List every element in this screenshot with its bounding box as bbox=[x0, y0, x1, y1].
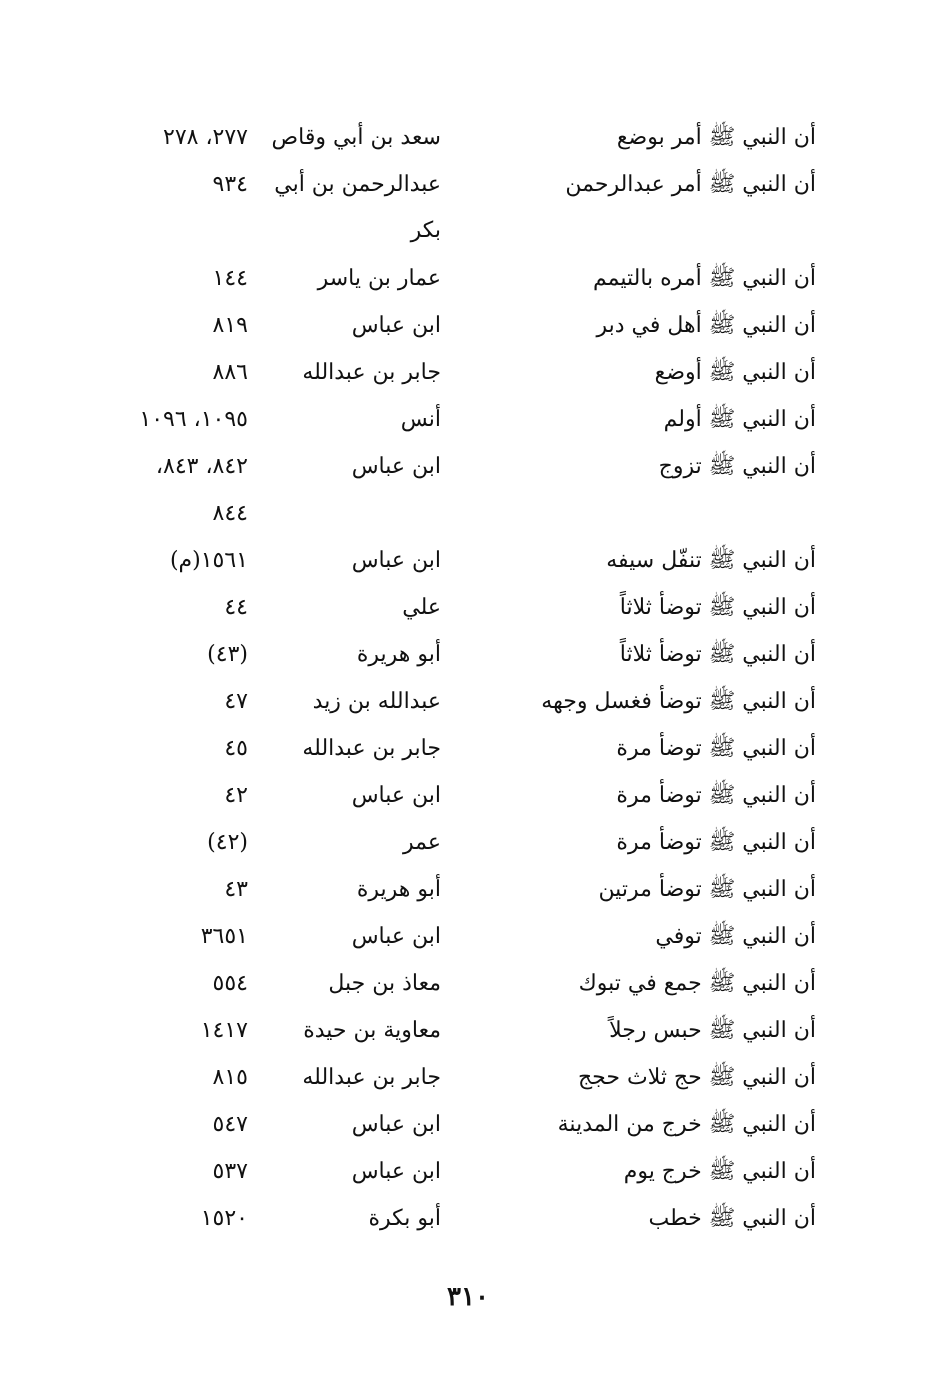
hadith-number: (٤٣) bbox=[207, 642, 248, 667]
hadith-text: أن النبي ﷺ أمره بالتيمم bbox=[593, 266, 816, 291]
narrator-name: جابر بن عبدالله bbox=[302, 1065, 441, 1090]
hadith-number: ١٥٢٠ bbox=[200, 1206, 248, 1231]
hadith-number: ٨١٥ bbox=[212, 1065, 248, 1090]
index-row bbox=[0, 914, 936, 961]
hadith-number: ١٤٤ bbox=[212, 266, 248, 291]
narrator-name: ابن عباس bbox=[351, 783, 441, 808]
hadith-number: ١٥٦١(م) bbox=[169, 548, 248, 573]
hadith-text: أن النبي ﷺ توضأ فغسل وجهه bbox=[541, 689, 816, 714]
hadith-text: أن النبي ﷺ تنفّل سيفه bbox=[606, 548, 816, 573]
index-row bbox=[0, 820, 936, 867]
narrator-name: عبدالله بن زيد bbox=[312, 689, 441, 714]
hadith-number: ٤٤ bbox=[224, 595, 248, 620]
index-row bbox=[0, 397, 936, 444]
hadith-number: ٤٥ bbox=[224, 736, 248, 761]
hadith-text: أن النبي ﷺ توضأ ثلاثاً bbox=[619, 595, 816, 620]
hadith-number: ٨٨٦ bbox=[212, 360, 248, 385]
hadith-text: أن النبي ﷺ توضأ مرة bbox=[616, 830, 816, 855]
hadith-index-list bbox=[0, 115, 936, 1243]
narrator-name: ابن عباس bbox=[351, 454, 441, 479]
narrator-name: جابر بن عبدالله bbox=[302, 736, 441, 761]
index-row bbox=[0, 115, 936, 162]
hadith-text: أن النبي ﷺ خرج من المدينة bbox=[557, 1112, 816, 1137]
narrator-name: أنس bbox=[400, 407, 441, 432]
index-row bbox=[0, 585, 936, 632]
narrator-name: أبو هريرة bbox=[356, 877, 441, 902]
narrator-name: عمر bbox=[403, 830, 441, 855]
hadith-number: ٥٣٧ bbox=[212, 1159, 248, 1184]
hadith-text: أن النبي ﷺ أولم bbox=[663, 407, 816, 432]
index-row bbox=[0, 1196, 936, 1243]
hadith-number: ٨٤٤ bbox=[212, 501, 248, 526]
narrator-name: جابر بن عبدالله bbox=[302, 360, 441, 385]
narrator-name: معاوية بن حيدة bbox=[303, 1018, 441, 1043]
hadith-number: ٣٦٥١ bbox=[200, 924, 248, 949]
narrator-name: ابن عباس bbox=[351, 548, 441, 573]
index-row bbox=[0, 350, 936, 397]
page-number: ٣١٠ bbox=[447, 1282, 489, 1312]
narrator-name: ابن عباس bbox=[351, 313, 441, 338]
hadith-number: ٤٣ bbox=[224, 877, 248, 902]
index-row bbox=[0, 726, 936, 773]
hadith-number: ٤٢ bbox=[224, 783, 248, 808]
index-row bbox=[0, 867, 936, 914]
hadith-text: أن النبي ﷺ توضأ ثلاثاً bbox=[619, 642, 816, 667]
index-row bbox=[0, 1008, 936, 1055]
narrator-name: ابن عباس bbox=[351, 924, 441, 949]
hadith-text: أن النبي ﷺ توضأ مرة bbox=[616, 736, 816, 761]
hadith-text: أن النبي ﷺ تزوج bbox=[658, 454, 816, 479]
hadith-text: أن النبي ﷺ توضأ مرة bbox=[616, 783, 816, 808]
narrator-name: أبو بكرة bbox=[368, 1206, 441, 1231]
index-row bbox=[0, 773, 936, 820]
narrator-name: علي bbox=[402, 595, 441, 620]
hadith-number: ٤٧ bbox=[224, 689, 248, 714]
hadith-number: (٤٢) bbox=[207, 830, 248, 855]
narrator-name: ابن عباس bbox=[351, 1112, 441, 1137]
hadith-number: ٥٤٧ bbox=[212, 1112, 248, 1137]
index-row bbox=[0, 491, 936, 538]
hadith-number: ٨٤٢، ٨٤٣، bbox=[155, 454, 248, 479]
narrator-name: عمار بن ياسر bbox=[317, 266, 441, 291]
index-row bbox=[0, 632, 936, 679]
hadith-text: أن النبي ﷺ جمع في تبوك bbox=[578, 971, 816, 996]
hadith-number: ١٠٩٥، ١٠٩٦ bbox=[139, 407, 248, 432]
index-row bbox=[0, 444, 936, 491]
hadith-text: أن النبي ﷺ أوضع bbox=[654, 360, 816, 385]
hadith-number: ٢٧٧، ٢٧٨ bbox=[163, 125, 248, 150]
index-row bbox=[0, 961, 936, 1008]
narrator-name: عبدالرحمن بن أبي بكر bbox=[274, 172, 441, 243]
hadith-number: ١٤١٧ bbox=[200, 1018, 248, 1043]
index-row bbox=[0, 256, 936, 303]
narrator-name: أبو هريرة bbox=[356, 642, 441, 667]
hadith-text: أن النبي ﷺ أهل في دبر bbox=[596, 313, 816, 338]
index-row bbox=[0, 303, 936, 350]
hadith-text: أن النبي ﷺ خطب bbox=[648, 1206, 816, 1231]
index-row bbox=[0, 162, 936, 243]
hadith-text: أن النبي ﷺ توضأ مرتين bbox=[598, 877, 816, 902]
index-row bbox=[0, 679, 936, 726]
narrator-name: معاذ بن جبل bbox=[328, 971, 441, 996]
hadith-text: أن النبي ﷺ حج ثلاث حجج bbox=[577, 1065, 816, 1090]
hadith-text: أن النبي ﷺ أمر عبدالرحمن bbox=[565, 172, 816, 197]
hadith-text: أن النبي ﷺ حبس رجلاً bbox=[609, 1018, 816, 1043]
index-row bbox=[0, 1102, 936, 1149]
index-row bbox=[0, 1149, 936, 1196]
hadith-number: ٥٥٤ bbox=[212, 971, 248, 996]
hadith-number: ٩٣٤ bbox=[212, 172, 248, 197]
index-row bbox=[0, 209, 936, 256]
index-row bbox=[0, 1055, 936, 1102]
hadith-text: أن النبي ﷺ توفي bbox=[655, 924, 816, 949]
narrator-name: سعد بن أبي وقاص bbox=[271, 125, 441, 150]
hadith-text: أن النبي ﷺ خرج يوم bbox=[623, 1159, 816, 1184]
index-row bbox=[0, 538, 936, 585]
hadith-text: أن النبي ﷺ أمر بوضع bbox=[616, 125, 816, 150]
narrator-name: ابن عباس bbox=[351, 1159, 441, 1184]
hadith-number: ٨١٩ bbox=[212, 313, 248, 338]
